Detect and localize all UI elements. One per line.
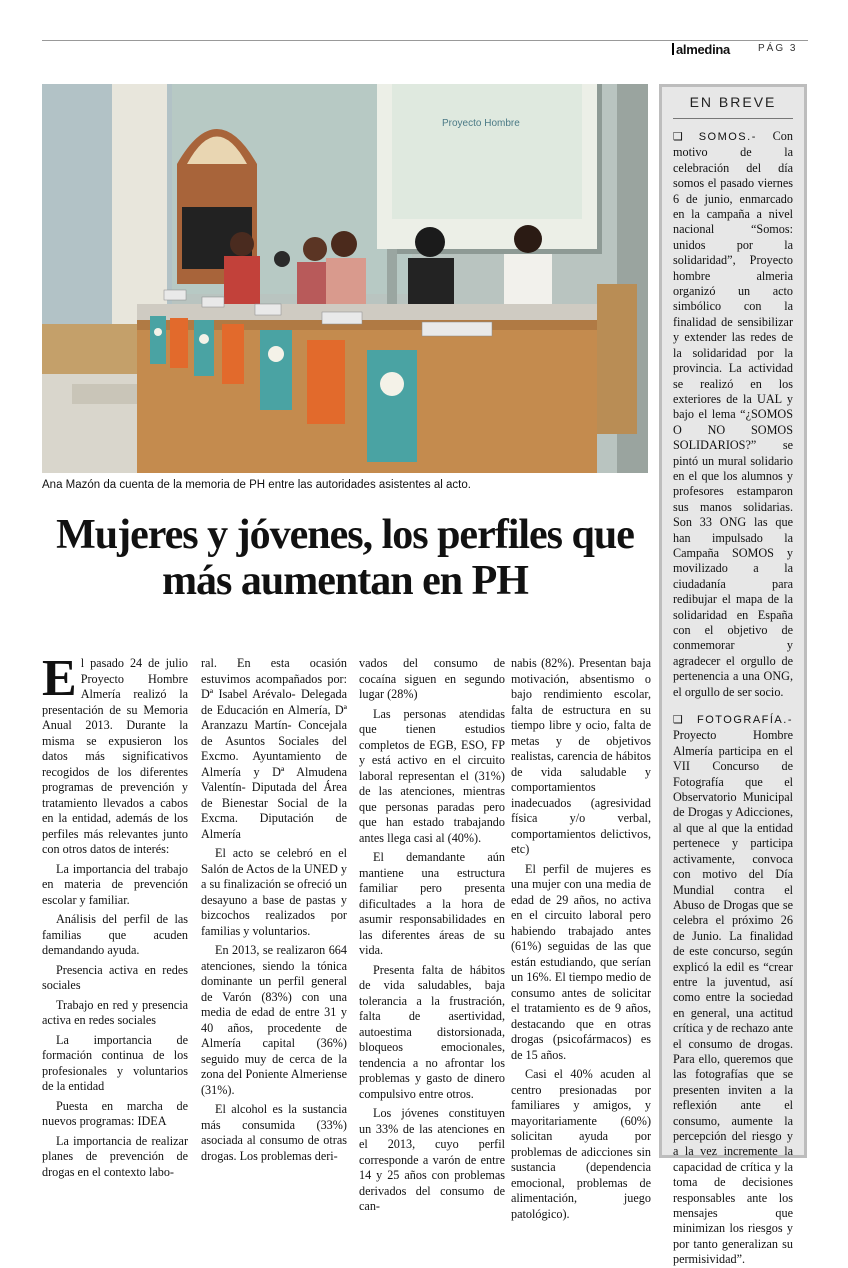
article-paragraph: Casi el 40% acuden al centro presionadas por familiares y amigos, y mayoritariamente (60%) solicitan ayuda por problemas de adicciones sin sustancia (dependencia emocional, problemas de alimentación, juego patológico). (511, 1067, 651, 1221)
article-paragraph: La importancia de realizar planes de prevención de drogas en el contexto labo- (42, 1133, 188, 1179)
masthead-text: almedina (676, 42, 730, 57)
header-rule (42, 40, 808, 41)
event-photo-illustration (42, 84, 648, 473)
sidebar-title: EN BREVE (689, 94, 777, 110)
article-paragraph: El alcohol es la sustancia más consumida (33%) asociada al consumo de otras drogas. Los problemas deri- (201, 1102, 347, 1163)
article-column-1 (42, 650, 188, 1180)
article-paragraph: El pasado 24 de julio Proyecto Hombre Almería realizó la presentación de su Memoria Anual 2013. Durante la misma se expusieron los datos más significativos recogidos de los diferentes programas de prevención y tratamiento llevados a cabos en la entidad, además de los perfiles más relevantes junto con otros datos de interés: (42, 650, 188, 856)
sidebar-item-fotografia (673, 712, 793, 1268)
sidebar-text: Con motivo de la celebración del día somos el pasado viernes 6 de junio, enmarcado en la campaña a nivel nacional “Somos: unidos por la solidaridad”, Proyecto hombre almeria organizó un acto simbólico con la finalidad de sensibilizar y extender las redes de la solidaridad por la provincia. La actividad se realizó en los exteriores de la UAL y bajo el lema “¿SOMOS O NO SOMOS SOLIDARIOS?” se pintó un mural solidario en el que los alumnos y profesores estamparon sus manos solidarias. Son 33 ONG las que han impulsado la Campaña SOMOS y movilizado a la ciudadanía para redibujar el mapa de la solidaridad en España con el objetivo de conmemorar y agradecer el orgullo de pertenencia a una ONG, el orgullo de ser socio. (673, 129, 793, 699)
article-column-2 (201, 656, 347, 1164)
checkbox-icon: ❑ (673, 713, 683, 727)
event-photo (42, 84, 648, 473)
article-paragraph: En 2013, se realizaron 664 atenciones, siendo la tónica dominante un perfil general de Varón (83%) con una media de edad de entre 31 y 40 años, procedente de Almería capital (36%) seguido muy de cerca de la zona del Poniente Almeriense (31%). (201, 943, 347, 1097)
sidebar-item-somos (673, 129, 793, 700)
article-paragraph: Las personas atendidas que tienen estudios completos de EGB, ESO, FP y está activo en el circuito laboral representan el (31%) de las atenciones, mientras que personas paradas pero que han estado trabajando antes llega casi al (40%). (359, 706, 505, 845)
article-paragraph: El acto se celebró en el Salón de Actos de la UNED y a su finalización se ofreció un desayuno a base de pastas y bizcochos realizados por familias y voluntarios. (201, 846, 347, 938)
article-headline: Mujeres y jóvenes, los perfiles que más aumentan en PH (56, 512, 634, 604)
article-column-4 (511, 656, 651, 1222)
sidebar-keyword: FOTOGRAFÍA.- (696, 714, 793, 727)
en-breve-sidebar (659, 84, 807, 1267)
article-paragraph: Trabajo en red y presencia activa en redes sociales (42, 997, 188, 1027)
sidebar-rule (673, 118, 793, 119)
article-paragraph: ral. En esta ocasión estuvimos acompañados por: Dª Isabel Arévalo- Delegada de Educación en Almería, Dª Aranzazu Martín- Concejala de Asuntos Sociales del Excmo. Ayuntamiento de Almería y Dª Almudena Valentín- Diputada del Área de Bienestar Social de la Excma. Diputación de Almería (201, 656, 347, 841)
article-paragraph: El perfil de mujeres es una mujer con una media de edad de 29 años, no activa en el circuito laboral pero habiendo trabajado antes (61%) seguidas de las que están estudiando, que serían un 16%. El tiempo medio de consumo antes de solicitar el tratamiento es de 9 años, destacando que en otras drogas (psicofármacos) es de 15 años. (511, 861, 651, 1062)
article-paragraph: Análisis del perfil de las familias que acuden demandando ayuda. (42, 912, 188, 957)
dropcap: E (42, 650, 77, 707)
article-paragraph: La importancia de formación continua de los profesionales y voluntarios de la entidad (42, 1032, 188, 1093)
masthead-bar (672, 43, 674, 55)
sidebar-keyword: SOMOS.- (698, 131, 757, 143)
screen-title: Proyecto Hombre (442, 118, 520, 129)
article-paragraph: Puesta en marcha de nuevos programas: IDEA (42, 1098, 188, 1128)
article-paragraph: Presenta falta de hábitos de vida saludables, baja tolerancia a la frustración, falta de asertividad, autoestima distorsionada, bloqueos emocionales, tendencia a no afrontar los problemas y gasto de dinero compulsivo entre otros. (359, 962, 505, 1101)
checkbox-icon: ❑ (673, 130, 683, 143)
article-paragraph: Los jóvenes constituyen un 33% de las atenciones en el 2013, cuyo perfil corresponde a varón de entre 14 y 25 años con problemas derivados del consumo de can- (359, 1106, 505, 1213)
sidebar-text: Proyecto Hombre Almería participa en el VII Concurso de Fotografía que el Observatorio Municipal de Drogas y Adicciones, al que al que la entidad pertenece y participa activamente, convoca con motivo del Día Mundial contra el Abuso de Drogas que se celebra el próximo 26 de Junio. La finalidad de este concurso, según explicó la edil es “crear entre la juventud, así como entre la sociedad en general, una actitud crítica y de rechazo ante el consumo de drogas. Para ello, queremos que las fotografías que se presenten inviten a la reflexión ante el consumo, aumente la percepción del riesgo y a la vez incremente la capacidad de crítica y la toma de decisiones responsables ante los mensajes que minimizan los riesgos y por tanto generalizan su permisividad”. (673, 728, 793, 1267)
article-column-3 (359, 656, 505, 1215)
article-paragraph: nabis (82%). Presentan baja motivación, absentismo o bajo rendimiento escolar, falta de estructura en su tiempo libre y ocio, falta de metas y de objetivos realistas, carencia de hábitos de vida saludable y comportamientos inadecuados (agresividad física y/o verbal, comportamientos delictivos, etc) (511, 656, 651, 856)
article-paragraph: El demandante aún mantiene una estructura familiar pero presenta dificultades a la hora de asumir responsabilidades en las diferentes áreas de su vida. (359, 850, 505, 957)
article-paragraph: vados del consumo de cocaína siguen en segundo lugar (28%) (359, 656, 505, 701)
masthead-logo (672, 42, 730, 57)
article-paragraph: Presencia activa en redes sociales (42, 962, 188, 992)
photo-caption: Ana Mazón da cuenta de la memoria de PH entre las autoridades asistentes al acto. (42, 479, 471, 491)
page-number: PÁG 3 (758, 43, 798, 54)
article-paragraph: La importancia del trabajo en materia de prevención escolar y familiar. (42, 861, 188, 907)
